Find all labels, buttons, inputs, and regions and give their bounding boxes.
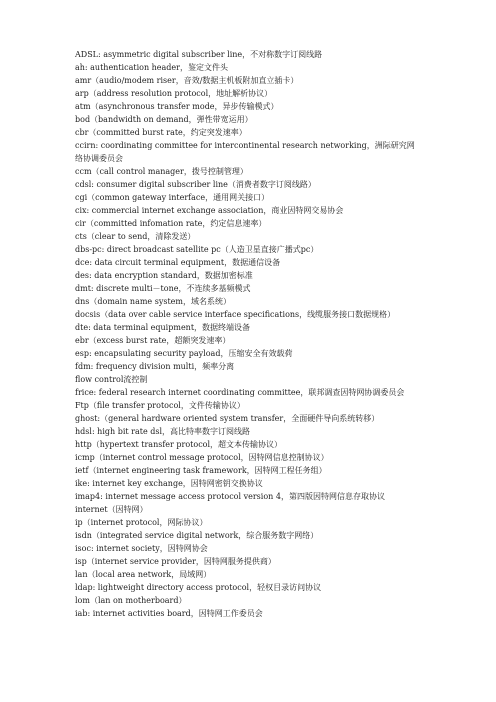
glossary-entry: bod（bandwidth on demand，弹性带宽运用） [75,115,253,124]
glossary-entry: atm（asynchronous transfer mode，异步传输模式） [75,102,279,111]
glossary-entry: cdsl: consumer digital subscriber line（消费者数字订阅线路） [75,180,316,189]
glossary-entry: iab: internet activities board，因特网工作委员会 [75,609,263,618]
glossary-entry: flow control流控制 [75,375,148,384]
glossary-entry: hdsl: high bit rate dsl，高比特率数字订阅线路 [75,427,251,436]
glossary-entry: ghost:（general hardware oriented system transfer，全面硬件导向系统转移） [75,414,380,423]
glossary-entry: ietf（internet engineering task framework，因特网工程任务组） [75,466,327,475]
glossary-entry: esp: encapsulating security payload，压缩安全有效载荷 [75,349,293,358]
glossary-entry: cbr（committed burst rate，约定突发速率） [75,128,247,137]
glossary-entry: dmt: discrete multi－tone，不连续多基频模式 [75,284,251,293]
glossary-entry: isdn（integrated service digital network，综合服务数字网络） [75,531,319,540]
glossary-entry: lan（local area network，局域网） [75,570,212,579]
glossary-entry: cgi（common gateway interface，通用网关接口） [75,193,270,202]
glossary-entry: dce: data circuit terminal equipment，数据通信设备 [75,258,281,267]
glossary-entry: isp（internet service provider，因特网服务提供商） [75,557,276,566]
glossary-entry: ip（internet protocol，网际协议） [75,518,208,527]
glossary-entry: dns（domain name system，域名系统） [75,297,231,306]
glossary-entry: dbs-pc: direct broadcast satellite pc（人造卫星直接广播式pc） [75,245,319,254]
glossary-list [75,48,420,620]
glossary-entry: ADSL: asymmetric digital subscriber line，不对称数字订阅线路 [75,50,323,59]
glossary-entry: Ftp（file transfer protocol，文件传输协议） [75,401,245,410]
glossary-entry: arp（address resolution protocol，地址解析协议） [75,89,273,98]
glossary-entry: des: data encryption standard，数据加密标准 [75,271,253,280]
glossary-entry: cix: commercial internet exchange association，商业因特网交易协会 [75,206,344,215]
glossary-entry: cir（committed infomation rate，约定信息速率） [75,219,267,228]
glossary-entry: lom（lan on motherboard） [75,596,187,605]
glossary-entry: ike: internet key exchange，因特网密钥交换协议 [75,479,263,488]
glossary-entry: amr（audio/modem riser，音效/数据主机板附加直立插卡） [75,76,299,85]
glossary-entry: ccm（call control manager，拨号控制管理） [75,167,248,176]
glossary-entry: fdm: frequency division multi，频率分离 [75,362,235,371]
glossary-entry: internet（因特网） [75,505,148,514]
glossary-entry: ccirn: coordinating committee for intercontinental research networking，洲际研究网络协调委员会 [75,141,415,163]
glossary-entry: ldap: lightweight directory access protocol，轻权目录访问协议 [75,583,322,592]
glossary-entry: ebr（excess burst rate，超额突发速率） [75,336,231,345]
glossary-entry: imap4: internet message access protocol version 4，第四版因特网信息存取协议 [75,492,385,501]
glossary-entry: frice: federal research internet coordinating committee，联邦调查因特网协调委员会 [75,388,405,397]
glossary-entry: docsis（data over cable service interface specifications，线缆服务接口数据规格） [75,310,396,319]
glossary-entry: dte: data terminal equipment，数据终端设备 [75,323,251,332]
glossary-entry: isoc: internet society，因特网协会 [75,544,208,553]
glossary-entry: icmp（internet control message protocol，因特网信息控制协议） [75,453,329,462]
glossary-entry: cts（clear to send，清除发送） [75,232,196,241]
glossary-entry: http（hypertext transfer protocol，超文本传输协议） [75,440,283,449]
glossary-entry: ah: authentication header，鉴定文件头 [75,63,228,72]
